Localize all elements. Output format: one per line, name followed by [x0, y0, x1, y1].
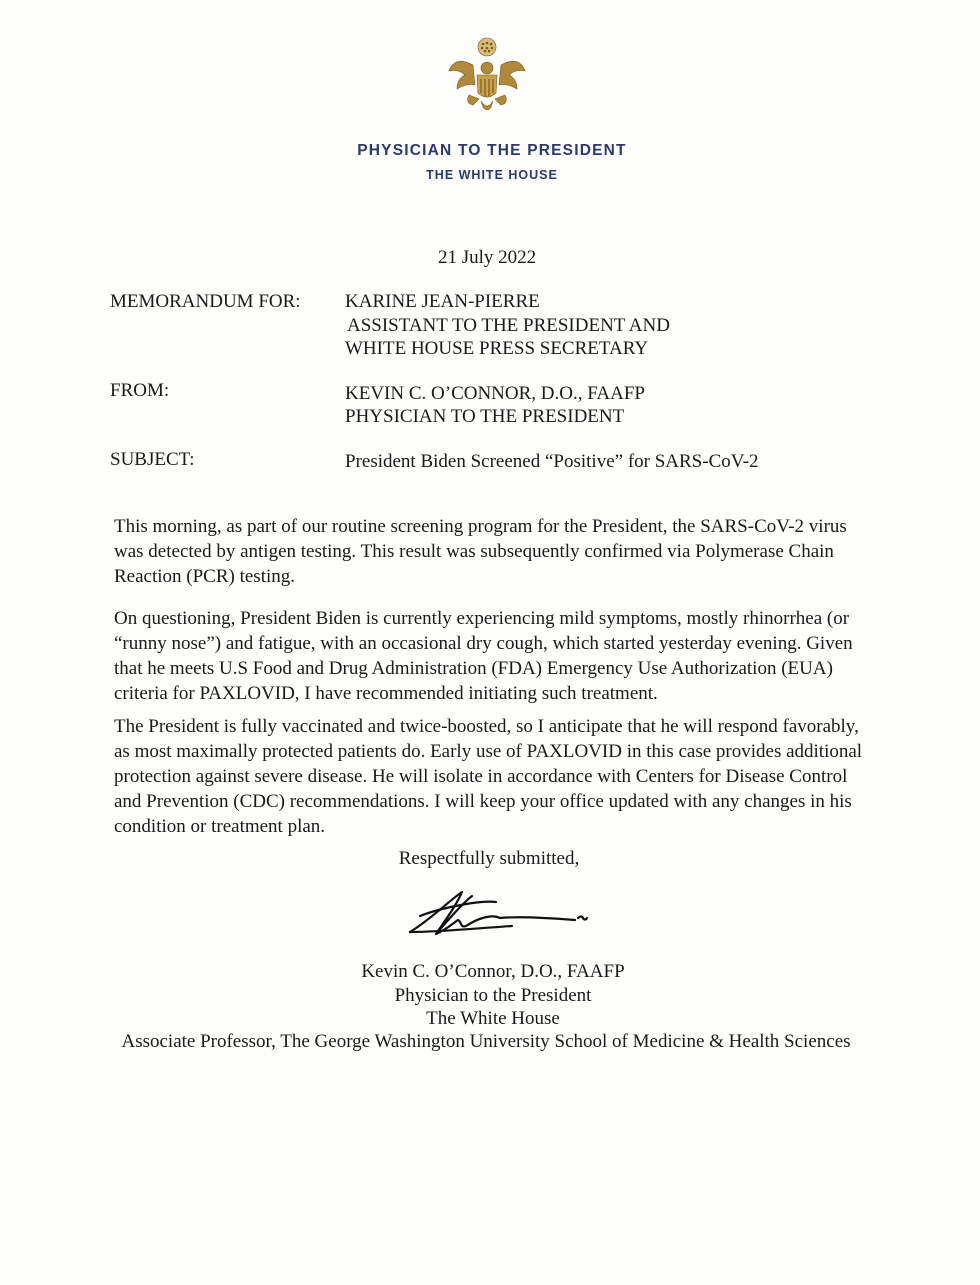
handwritten-signature-icon: [400, 880, 600, 950]
signer-title: Physician to the President: [394, 985, 592, 1006]
letterhead-title: PHYSICIAN TO THE PRESIDENT: [357, 142, 627, 159]
memo-subject: President Biden Screened “Positive” for SARS-CoV-2: [345, 451, 759, 472]
memo-for-label: MEMORANDUM FOR:: [110, 291, 301, 312]
closing: Respectfully submitted,: [398, 848, 580, 869]
memo-subject-label: SUBJECT:: [110, 449, 195, 470]
signer-affiliation: Associate Professor, The George Washington University School of Medicine & Health Sciences: [121, 1031, 851, 1052]
memo-from-line: KEVIN C. O’CONNOR, D.O., FAAFP: [345, 383, 645, 404]
presidential-seal-icon: [443, 35, 531, 115]
memo-date: 21 July 2022: [438, 247, 537, 268]
body-paragraph: The President is fully vaccinated and twice-boosted, so I anticipate that he will respond favorably, as most maximally protected patients do. Early use of PAXLOVID in this case provides additional protection against severe disease. He will isolate in accordance with Centers for Disease Control and Prevention (CDC) recommendations. I will keep your office updated with any changes in his condition or treatment plan.: [114, 716, 863, 837]
body-paragraph: This morning, as part of our routine screening program for the President, the SARS-CoV-2 virus was detected by antigen testing. This result was subsequently confirmed via Polymerase Chain Reaction (PCR) testing.: [114, 516, 847, 587]
memo-from-label: FROM:: [110, 380, 170, 401]
memo-for-line: KARINE JEAN-PIERRE: [345, 291, 540, 312]
memo-from-line: PHYSICIAN TO THE PRESIDENT: [345, 406, 625, 427]
memo-for-line: ASSISTANT TO THE PRESIDENT AND: [347, 315, 670, 336]
body-paragraph: On questioning, President Biden is currently experiencing mild symptoms, mostly rhinorrhea (or “runny nose”) and fatigue, with an occasional dry cough, which started yesterday evening. Given that he meets U.S Food and Drug Administration (FDA) Emergency Use Authorization (EUA) criteria for PAXLOVID, I have recommended initiating such treatment.: [114, 608, 853, 704]
memo-for-line: WHITE HOUSE PRESS SECRETARY: [345, 338, 649, 359]
signer-name: Kevin C. O’Connor, D.O., FAAFP: [361, 961, 625, 982]
signer-office: The White House: [426, 1008, 560, 1029]
letterhead-subtitle: THE WHITE HOUSE: [426, 168, 558, 182]
